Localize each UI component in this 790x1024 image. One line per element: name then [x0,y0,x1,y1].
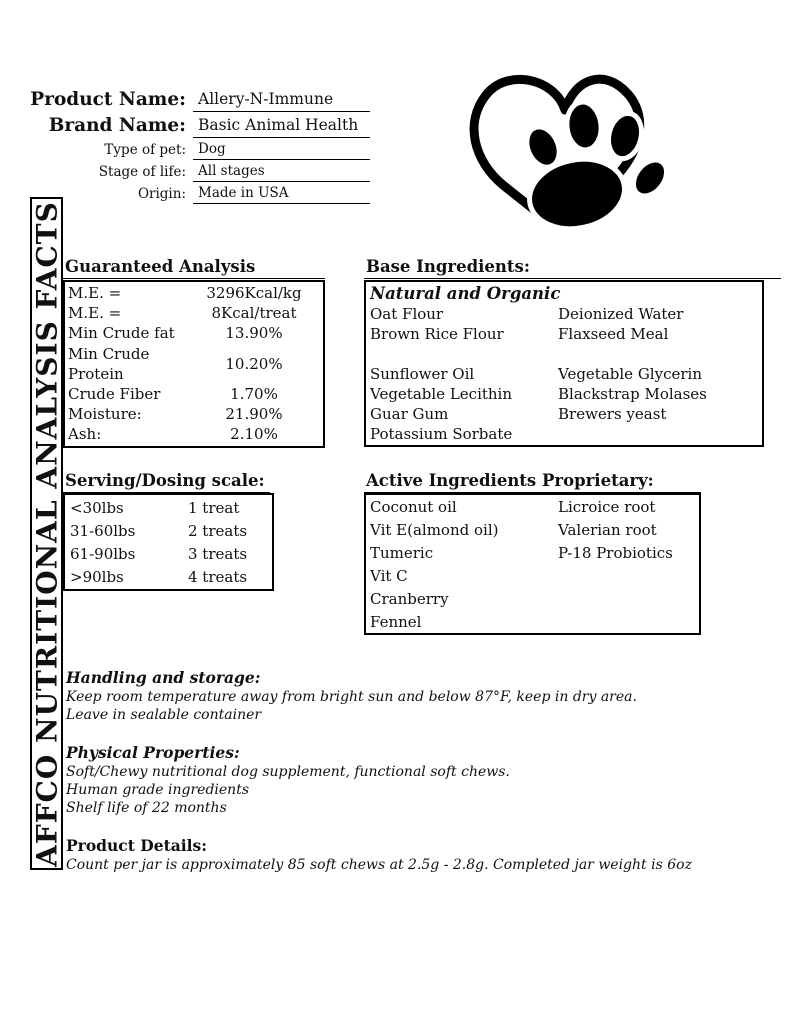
ingredient: Blackstrap Molases [558,385,707,403]
product-name-label: Product Name: [30,89,186,110]
base-ingredients-heading: Base Ingredients: [364,256,781,279]
table-row [366,542,699,565]
ingredient [558,588,699,611]
serving-scale-table [63,493,274,591]
base-ingredients-subheading: Natural and Organic [370,284,561,303]
guaranteed-analysis-heading: Guaranteed Analysis [63,256,325,279]
product-details-heading: Product Details: [66,836,207,855]
table-row [366,304,762,324]
ingredient: Vit E(almond oil) [370,521,499,539]
ingredient: Fennel [370,613,422,631]
ingredient [370,344,558,364]
ingredient: Brown Rice Flour [370,325,504,343]
product-name-row [28,88,370,112]
life-stage-value: All stages [193,162,370,182]
table-row [366,611,699,634]
weight-range: >90lbs [70,567,124,586]
table-row [65,496,272,519]
notes-section [66,668,756,874]
guaranteed-analysis-table [63,280,325,448]
ingredient: Vit C [370,567,408,585]
origin-row [28,184,370,204]
pet-type-row [28,140,370,160]
physical-line: Human grade ingredients [66,782,249,798]
ga-value: 21.90% [225,405,283,423]
dose: 1 treat [188,498,240,517]
ingredient: Potassium Sorbate [370,425,513,443]
handling-line: Keep room temperature away from bright sun and below 87°F, keep in dry area. [66,689,637,705]
ingredient: Coconut oil [370,498,457,516]
table-row [366,496,699,519]
ingredient [558,565,699,588]
table-row [366,424,762,444]
life-stage-row [28,162,370,182]
ingredient: P-18 Probiotics [558,544,673,562]
table-row [65,542,272,565]
ga-label: Crude Fiber [68,385,161,403]
product-header [28,88,370,206]
vertical-title-bar [30,197,63,870]
table-row [65,565,272,588]
table-row [366,588,699,611]
ingredient: Deionized Water [558,305,684,323]
ga-label: M.E. = [68,304,122,322]
table-row [366,324,762,344]
ingredient: Tumeric [370,544,434,562]
table-row [366,565,699,588]
base-ingredients-table [364,280,764,447]
table-row [366,404,762,424]
table-row [366,344,762,364]
vertical-title: AFFCO NUTRITIONAL ANALYSIS FACTS [30,200,63,867]
ga-value: 2.10% [230,425,278,443]
ga-label: Moisture: [68,405,142,423]
ingredient [558,344,762,364]
weight-range: 61-90lbs [70,544,136,563]
heart-paw-logo-icon [447,56,683,240]
ingredient: Vegetable Glycerin [558,365,702,383]
life-stage-label: Stage of life: [98,164,186,180]
table-row [65,519,272,542]
ingredient: Vegetable Lecithin [370,385,513,403]
ga-label: Min Crude fat [68,324,175,342]
dose: 4 treats [188,567,248,586]
ga-value: 1.70% [230,385,278,403]
ingredient: Oat Flour [370,305,444,323]
ingredient: Valerian root [558,521,657,539]
ingredient: Licroice root [558,498,656,516]
ingredient: Guar Gum [370,405,449,423]
ga-value: 8Kcal/treat [211,304,297,322]
handling-heading: Handling and storage: [66,668,261,687]
active-ingredients-heading: Active Ingredients Proprietary: [364,470,701,493]
ingredient [558,611,699,634]
table-row [65,343,323,384]
handling-line: Leave in sealable container [66,707,262,723]
ga-label: M.E. = [68,284,122,302]
table-row [366,364,762,384]
brand-name-label: Brand Name: [48,115,186,136]
pet-type-value: Dog [193,140,370,160]
serving-scale-heading: Serving/Dosing scale: [63,470,270,493]
table-row [65,424,323,444]
ga-value: 10.20% [225,354,283,373]
ingredient: Brewers yeast [558,405,667,423]
table-row [65,404,323,424]
ingredient: Sunflower Oil [370,365,475,383]
table-row [65,283,323,303]
dose: 2 treats [188,521,248,540]
brand-name-row [28,114,370,138]
product-details-line: Count per jar is approximately 85 soft chews at 2.5g - 2.8g. Completed jar weight is 6oz [66,857,692,873]
table-row [366,519,699,542]
physical-properties-heading: Physical Properties: [66,743,240,762]
ga-label: Ash: [68,425,102,443]
physical-line: Soft/Chewy nutritional dog supplement, functional soft chews. [66,764,510,780]
ingredient: Cranberry [370,590,449,608]
physical-line: Shelf life of 22 months [66,800,227,816]
ga-label: Min Crude Protein [68,344,150,383]
weight-range: 31-60lbs [70,521,136,540]
table-row [65,384,323,404]
table-row [366,384,762,404]
origin-label: Origin: [137,186,186,202]
table-row [65,323,323,343]
ingredient: Flaxseed Meal [558,325,669,343]
ga-value: 13.90% [225,324,283,342]
ga-value: 3296Kcal/kg [206,284,302,302]
product-name-value: Allery-N-Immune [193,89,370,112]
brand-name-value: Basic Animal Health [193,115,370,138]
pet-type-label: Type of pet: [104,142,186,158]
origin-value: Made in USA [193,184,370,204]
weight-range: <30lbs [70,498,124,517]
active-ingredients-table [364,493,701,635]
ingredient [558,424,762,444]
table-row [65,303,323,323]
dose: 3 treats [188,544,248,563]
